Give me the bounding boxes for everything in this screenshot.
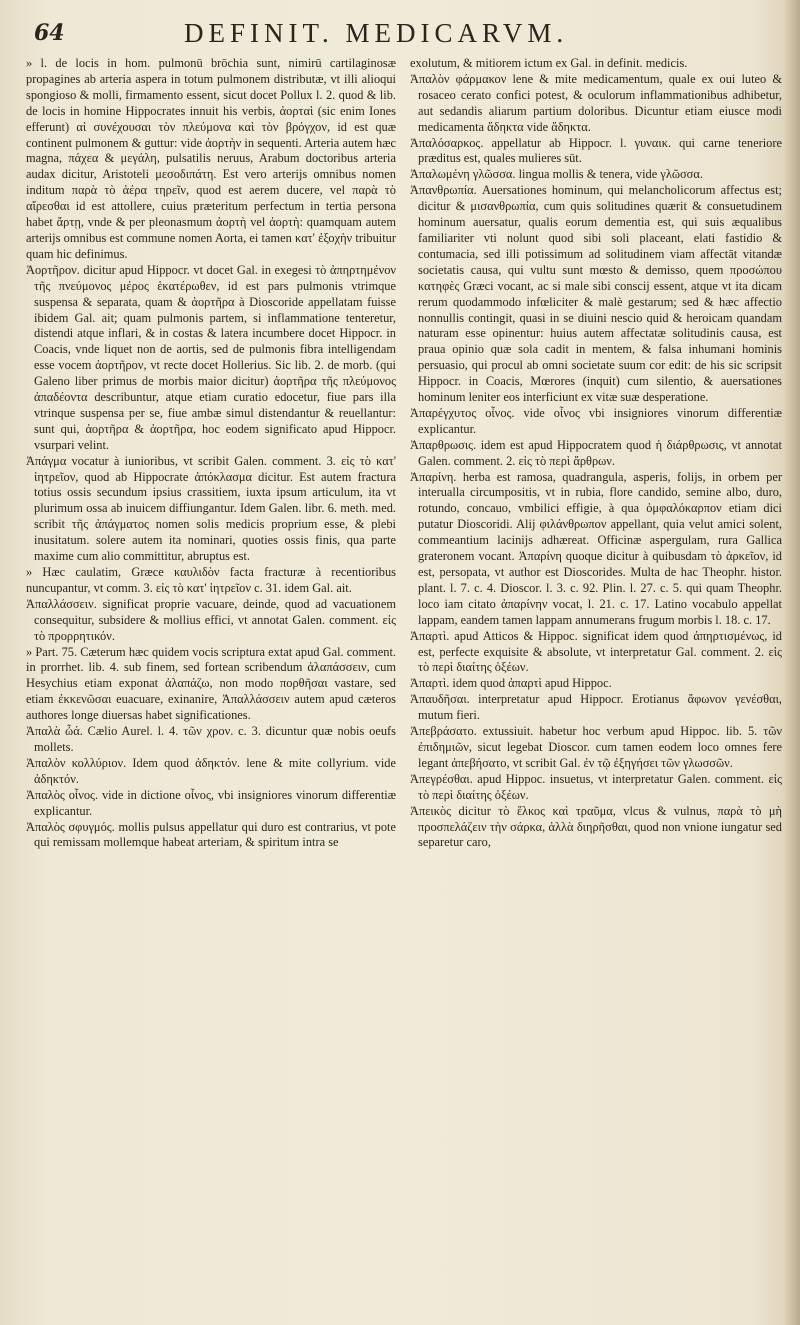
entry-apalos-oinos: Ἀπαλὸς οἶνος. vide in dictione οἶνος, vbi insigniores vinorum differentiæ explicantur. xyxy=(26,787,396,818)
entry-apalon-pharmakon: Ἀπαλὸν φάρμακον lene & mite medicamentum, quale ex oui luteo & rosaceo cerato confici potest, & oculorum inflammationibus adhibetur, aut sedandis aliarum partium doloribus. Dicuntur etiam eiusce modi medicamenta ἄδηκτα vide ἄδηκτα. xyxy=(410,71,782,134)
entry-aparti-2: Ἀπαρτὶ. idem quod ἀπαρτὶ apud Hippoc. xyxy=(410,676,612,691)
entry-apebrasato: Ἀπεβράσατο. extussiuit. habetur hoc verbum apud Hippoc. lib. 5. τῶν ἐπιδημιῶν, sicut legebat Dioscor. cum tamen eodem loco omnes fere legant ἀπεβήσατο, vt scribit Gal. ἐν τῷ ἐξηγήσει τῶν γλωσσῶν. xyxy=(410,724,782,770)
entry-aorteron: Ἀορτῆρον. dicitur apud Hippocr. vt docet Gal. in exegesi τὸ ἀπηρτημένον τῆς πνεύμονος μέρος ἑκατέρωθεν, id est pars pulmonis vtrimque suspensa & separata, quam & ἀορτῆρα à Dioscoride appellatam fuisse ibidem Gal. ait; quam pulmonis partem, si inflammatione tenteretur, distendi atque inflari, & in costas & latera incumbere docet Hippocr. in Coacis, vnde liquet non de aortis, sed de pulmonis fibra intelligendam esse vocem ἀορτῆρον, vt recte docet Hollerius. Sic lib. 2. de morb. (qui Galeno liber primus de morbis maior dicitur) ἀορτῆρα τῆς πλεύμονος ἀπαδέοντα describuntur, atque etiam curatio edocetur, fiue pars illa vtrinque suspensa per se, fiue ambæ simul distendantur & reuellantur: sunt qui, ἀορτῆρα & ἀορτῆρα, hoc eodem significato apud Hippocr. vsurpari velint. xyxy=(26,262,396,452)
entry-apalos-sphygmos: Ἀπαλὸς σφυγμός. mollis pulsus appellatur qui duro est contrarius, vt pote qui remissam mollemque habeat arteriam, & spiritum intra se xyxy=(26,819,396,850)
entry-apeikos: Ἀπεικὸς dicitur τὸ ἕλκος καὶ τραῦμα, vlcus & vulnus, παρὰ τὸ μὴ προσπελάζειν τὴν σάρκα, ἀλλὰ διηρῆσθαι, quod non vnione iungatur sed separetur caro, xyxy=(410,803,782,850)
column-gutter xyxy=(398,56,408,1318)
entry-apallassein: Ἀπαλλάσσειν. significat proprie vacuare, deinde, quod ad vacuationem consequitur, subsidere & mollius effici, vt annotat Galen. comment. εἰς τὸ προρρητικόν. xyxy=(26,596,396,643)
page-edge-shadow xyxy=(784,0,800,1325)
entry-aparenchytos-oinos: Ἀπαρέγχυτος οἶνος. vide οἶνος vbi insigniores vinorum differentiæ explicantur. xyxy=(410,405,782,436)
entry-apalon-kollyrion: Ἀπαλὸν κολλύριον. Idem quod ἀδηκτόν. lene & mite collyrium. vide ἀδηκτόν. xyxy=(26,755,396,786)
running-title: DEFINIT. MEDICARVM. xyxy=(184,18,569,48)
entry-apallassein-note: » Part. 75. Cæterum hæc quidem vocis scriptura extat apud Gal. comment. in prorrhet. lib. 4. sub finem, sed fortean scribendum ἀλαπάσσειν, cum Hesychius etiam exponat ἀλαπάζω, non modo πορθῆσαι vastare, sed etiam ἐκκενῶσαι euacuare, exinanire, Ἀπαλλάσσειν autem apud cæteros authores longe diuersas habet significationes. xyxy=(26,644,396,723)
entry-apaudesai: Ἀπαυδῆσαι. interpretatur apud Hippocr. Erotianus ἄφωνον γενέσθαι, mutum fieri. xyxy=(410,692,782,723)
entry-continuation: exolutum, & mitiorem ictum ex Gal. in definit. medicis. xyxy=(410,56,688,70)
entry-apanthropia: Ἀπανθρωπία. Auersationes hominum, qui melancholicorum affectus est; dicitur & μισανθρωπία, cum quis solitudines quærit & consuetudinem hominum auersatur, qualis eorum dementia est, qui suis æqualibus familiariter vti nolunt quod sibi soli placeant, elati fastidio & contumacia, sed illi potissimum ad solitudinem viam affectāt vitandæ societatis causa, qui vultu sunt mœsto & demisso, quem προσώπου κατηφὲς Græci vocant, ac si male sibi conscij essent, atque vt ita dicam rerum quodammodo infœliciter & malè gestarum; sed & hæc affectio nonnullis contingit, quasi in se diuini nescio quid & heroicam quandam naturam esse opinentur: huius autem affectatæ solitudinis causa, est praua opinio quæ sola cadit in mentem, & falsa inhumani hominis persuasio, qui procul ab omni societate suum cor edit: de his sic scripsit Hippocr. in Coacis, Mœrores (inquit) cum silentio, & auersationes hominum leniter eos interficiunt ex vitæ suæ desperatione. xyxy=(410,183,782,405)
entry-aparine: Ἀπαρίνη. herba est ramosa, quadrangula, asperis, folijs, in orbem per interualla circumpositis, vt in rubia, flore candido, semine albo, duro, rotundo, concauo, vmbilici effigie, à qua ὀμφαλόκαρπον etiam dici putatur Dioscoridi. Alij φιλάνθρωπον appellant, quia velut amici solent, commeantium lacinijs adhæreat. Officinæ aspergulam, rura Gallica grateronem vocant. Ἀπαρίνη quoque dicitur à quibusdam τὸ ἀρκεῖον, id est, persopata, vt author est Dioscorides. Multa de hac Theophr. histor. plant. l. 7. c. 4. Dioscor. l. 3. c. 92. Plin. l. 27. c. 5. qui quam Theophr. loco iam citato ἀπαρίνην vocat, l. 21. c. 17. Latino vocabulo appellat lappam, eandem tamen lappam annumerans frugum morbis l. 18. c. 17. xyxy=(410,469,782,627)
entry-aparthrosis: Ἀπαρθρωσις. idem est apud Hippocratem quod ἡ διάρθρωσις, vt annotat Galen. comment. 2. εἰς τὸ περὶ ἄρθρων. xyxy=(410,437,782,468)
entry-apagma: Ἀπάγμα vocatur à iunioribus, vt scribit Galen. comment. 3. εἰς τὸ κατ' ἰητρεῖον, quod ab Hippocrate ἀπόκλασμα dicitur. Est autem fractura totius ossis secundum ipsius crassitiem, iuxta ipsum articulum, ita vt plurimum ossa ab inuicem diffiungantur. Idem Galen. libr. 6. meth. med. scribit τῆς ἀπάγματος nomen solis medicis proprium esse, & plebi inusitatum. solere autem ita nominari, quoties ossis finis, qua parte maxime cum alio committitur, abruptus est. xyxy=(26,453,396,564)
right-column xyxy=(410,56,782,1318)
entry-bronchia: » l. de locis in hom. pulmonū brōchia sunt, nimirū cartilaginosæ propagines ab arteria aspera in totum pulmonem distributæ, vt illi alioqui spongioso & molli, firmamento essent, sicut docet Pollux l. 2. quod & lib. de locis in homine Hippocrates innuit his verbis, ἀορταὶ (sic enim Iones efferunt) αἱ συνέχουσαι τὸν πλεύμονα καὶ τὸν βρόγχον, id est quæ continent pulmonem & guttur: vide ἀορτὴν in sequenti. Arteria autem hæc magna, πάχεα & μεγάλη, pulsatilis neruus, Arabum doctoribus arteria audax dicitur, Aristoteli μεσοδιπάτη. Est vero arterijs omnibus nomen inditum παρὰ τὸ ἀέρα τηρεῖν, quod est aerem ducere, vel παρὰ τὸ αἴρεσθαι id est attollere, cuius præteritum perfectum in tertia persona habet ἄρτῃ, vnde & per pleonasmum ἀορτὴ vel ἀορτὴ: quamquam autem arterijs omnibus est commune nomen Aorta, ei tamen κατ' ἐξοχὴν tribuitur quam hic definimus. xyxy=(26,56,396,261)
page-number: 64 xyxy=(34,20,65,46)
entry-apala-oa: Ἀπαλὰ ὦά. Cælio Aurel. l. 4. τῶν χρον. c. 3. dicuntur quæ nobis oeufs mollets. xyxy=(26,724,396,754)
entry-apalomene-glossa: Ἀπαλωμένη γλῶσσα. lingua mollis & tenera, vide γλῶσσα. xyxy=(410,167,703,182)
entry-aparti: Ἀπαρτὶ. apud Atticos & Hippoc. significat idem quod ἀπηρτισμένως, id est, perfecte exquisite & absolute, vt interpretatur Gal. comment. 2. εἰς τὸ περὶ διαίτης ὀξέων. xyxy=(410,628,782,675)
entry-caulatim-note: » Hæc caulatim, Græce καυλιδὸν facta fracturæ à recentioribus nuncupantur, vt comm. 3. εἰς τὸ κατ' ἰητρεῖον c. 31. idem Gal. ait. xyxy=(26,565,396,595)
entry-apegresthai: Ἀπεγρέσθαι. apud Hippoc. insuetus, vt interpretatur Galen. comment. εἰς τὸ περὶ διαίτης ὀξέων. xyxy=(410,771,782,802)
left-column xyxy=(26,56,396,1318)
running-head xyxy=(34,16,786,48)
entry-apalosarkos: Ἀπαλόσαρκος. appellatur ab Hippocr. l. γυναικ. qui carne teneriore præditus est, quales mulieres sūt. xyxy=(410,135,782,166)
